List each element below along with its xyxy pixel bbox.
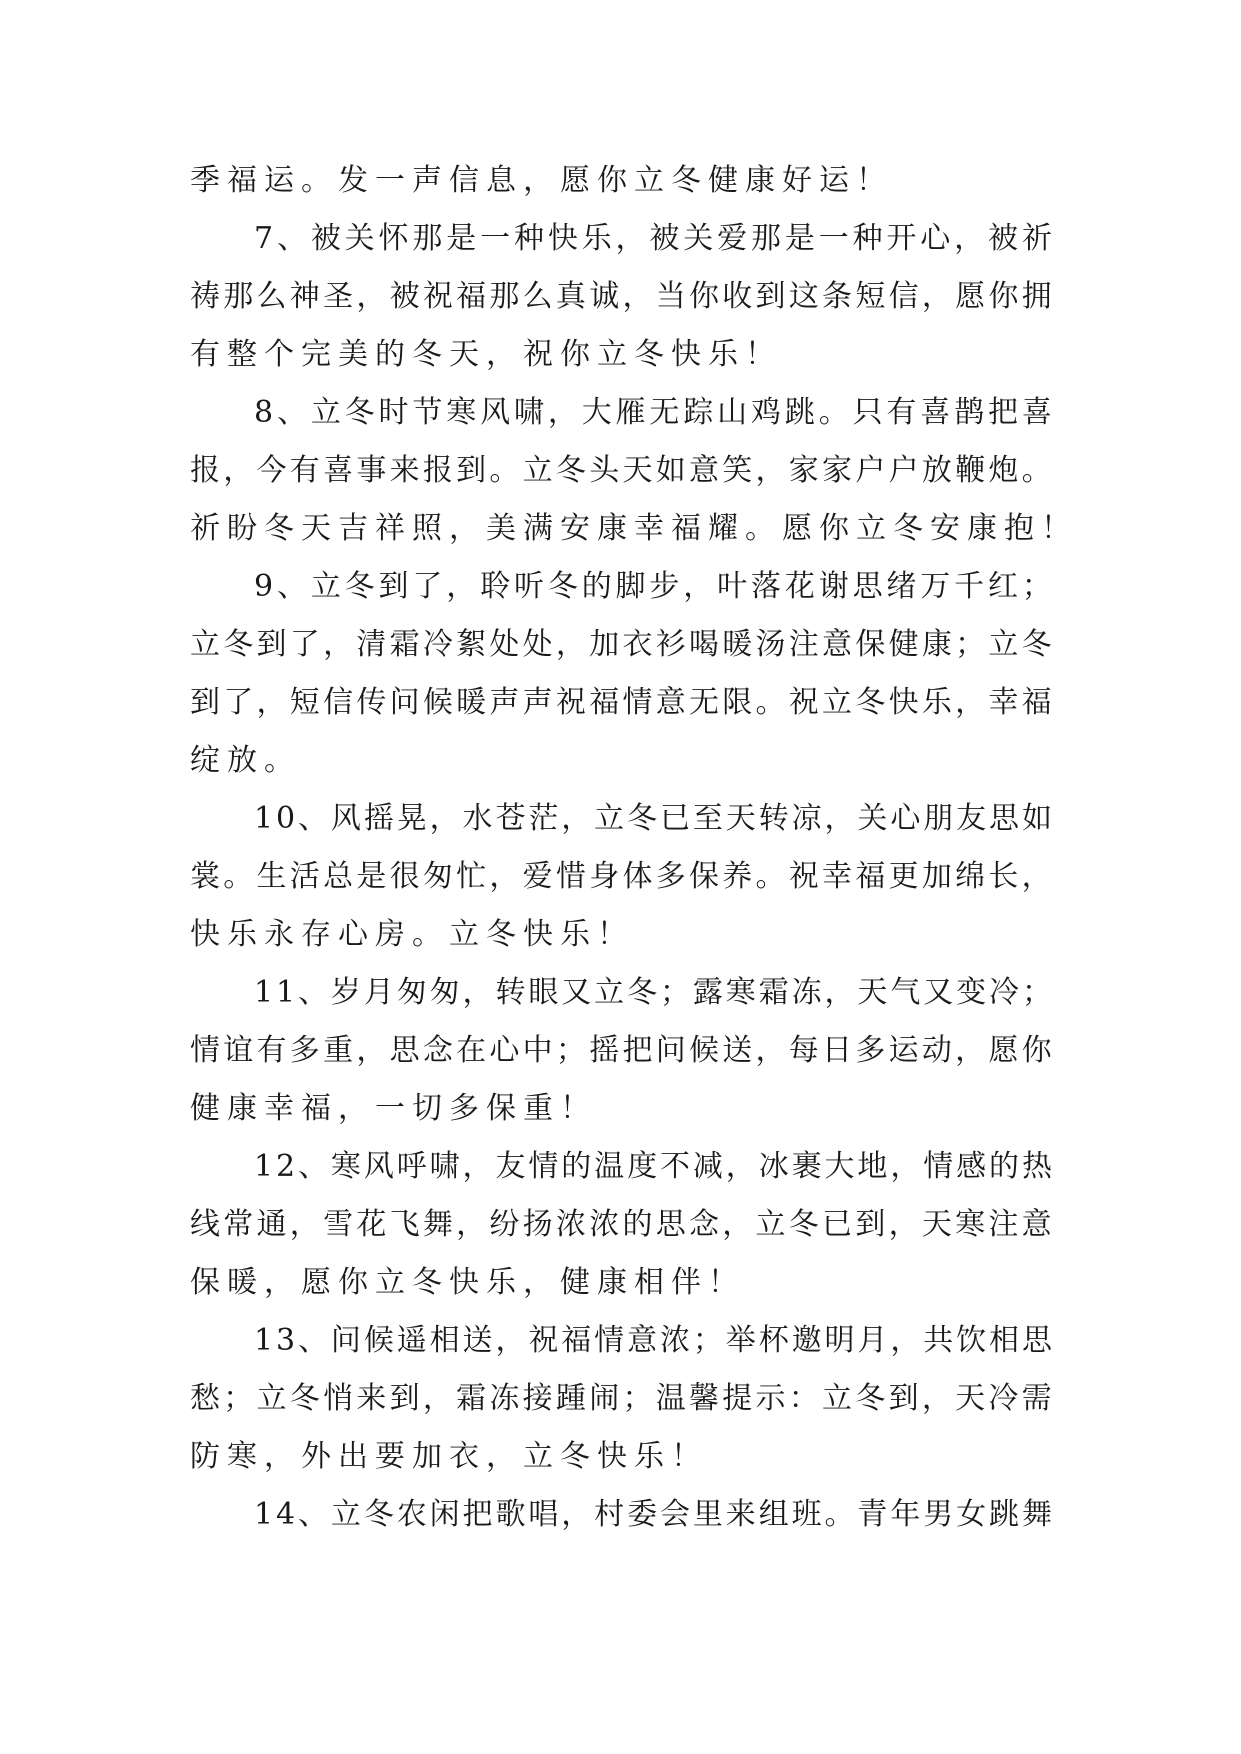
text-line: 裳 。 生 活 总 是 很 匆 忙 ， 爱 惜 身 体 多 保 养 。 祝 幸 福 更 加 绵 长 ， [190, 859, 1052, 894]
text-line: 情 谊 有 多 重 ， 思 念 在 心 中 ； 摇 把 问 候 送 ， 每 日 多 运 动 ， 愿 你 [190, 1033, 1052, 1068]
document-body [190, 152, 1071, 1544]
paragraph [190, 558, 1052, 790]
text-line: 1 2 、 寒 风 呼 啸 ， 友 情 的 温 度 不 减 ， 冰 裹 大 地 ， 情 感 的 热 [254, 1149, 1052, 1184]
paragraph [190, 384, 1071, 558]
text-line: 健 康 幸 福 ， 一 切 多 保 重 ！ [190, 1091, 590, 1126]
text-line: 报 ， 今 有 喜 事 来 报 到 。 立 冬 头 天 如 意 笑 ， 家 家 户 户 放 鞭 炮 。 [190, 453, 1052, 488]
text-line: 防 寒 ， 外 出 要 加 衣 ， 立 冬 快 乐 ！ [190, 1439, 701, 1474]
text-line: 保 暖 ， 愿 你 立 冬 快 乐 ， 健 康 相 伴 ！ [190, 1265, 738, 1300]
text-line: 有 整 个 完 美 的 冬 天 ， 祝 你 立 冬 快 乐 ！ [190, 337, 775, 372]
text-line: 愁 ； 立 冬 悄 来 到 ， 霜 冻 接 踵 闹 ； 温 馨 提 示 ： 立 冬 到 ， 天 冷 需 [190, 1381, 1052, 1416]
paragraph [190, 964, 1052, 1138]
paragraph [190, 210, 1052, 384]
text-line: 1 4 、 立 冬 农 闲 把 歌 唱 ， 村 委 会 里 来 组 班 。 青 年 男 女 跳 舞 [254, 1497, 1052, 1532]
paragraph [190, 790, 1052, 964]
text-line: 季 福 运 。 发 一 声 信 息 ， 愿 你 立 冬 健 康 好 运 ！ [190, 163, 886, 198]
paragraph [190, 152, 1052, 210]
text-line: 7 、 被 关 怀 那 是 一 种 快 乐 ， 被 关 爱 那 是 一 种 开 心 ， 被 祈 [254, 221, 1052, 256]
text-line: 祷 那 么 神 圣 ， 被 祝 福 那 么 真 诚 ， 当 你 收 到 这 条 短 信 ， 愿 你 拥 [190, 279, 1052, 314]
text-line: 9 、 立 冬 到 了 ， 聆 听 冬 的 脚 步 ， 叶 落 花 谢 思 绪 万 千 红 ； [254, 569, 1052, 604]
paragraph [190, 1312, 1052, 1486]
text-line: 1 3 、 问 候 遥 相 送 ， 祝 福 情 意 浓 ； 举 杯 邀 明 月 ， 共 饮 相 思 [254, 1323, 1052, 1358]
text-line: 快 乐 永 存 心 房 。 立 冬 快 乐 ！ [190, 917, 627, 952]
paragraph [190, 1138, 1052, 1312]
text-line: 立 冬 到 了 ， 清 霜 冷 絮 处 处 ， 加 衣 衫 喝 暖 汤 注 意 保 健 康 ； 立 冬 [190, 627, 1052, 662]
text-line: 线 常 通 ， 雪 花 飞 舞 ， 纷 扬 浓 浓 的 思 念 ， 立 冬 已 到 ， 天 寒 注 意 [190, 1207, 1052, 1242]
text-line: 到 了 ， 短 信 传 问 候 暖 声 声 祝 福 情 意 无 限 。 祝 立 冬 快 乐 ， 幸 福 [190, 685, 1052, 720]
paragraph [190, 1486, 1052, 1544]
text-line: 1 1 、 岁 月 匆 匆 ， 转 眼 又 立 冬 ； 露 寒 霜 冻 ， 天 气 又 变 冷 ； [254, 975, 1052, 1010]
text-line: 祈 盼 冬 天 吉 祥 照 ， 美 满 安 康 幸 福 耀 。 愿 你 立 冬 安 康 抱 ！ [190, 511, 1071, 546]
text-line: 8 、 立 冬 时 节 寒 风 啸 ， 大 雁 无 踪 山 鸡 跳 。 只 有 喜 鹊 把 喜 [254, 395, 1052, 430]
text-line: 绽 放 。 [190, 743, 294, 778]
text-line: 1 0 、 风 摇 晃 ， 水 苍 茫 ， 立 冬 已 至 天 转 凉 ， 关 心 朋 友 思 如 [254, 801, 1052, 836]
